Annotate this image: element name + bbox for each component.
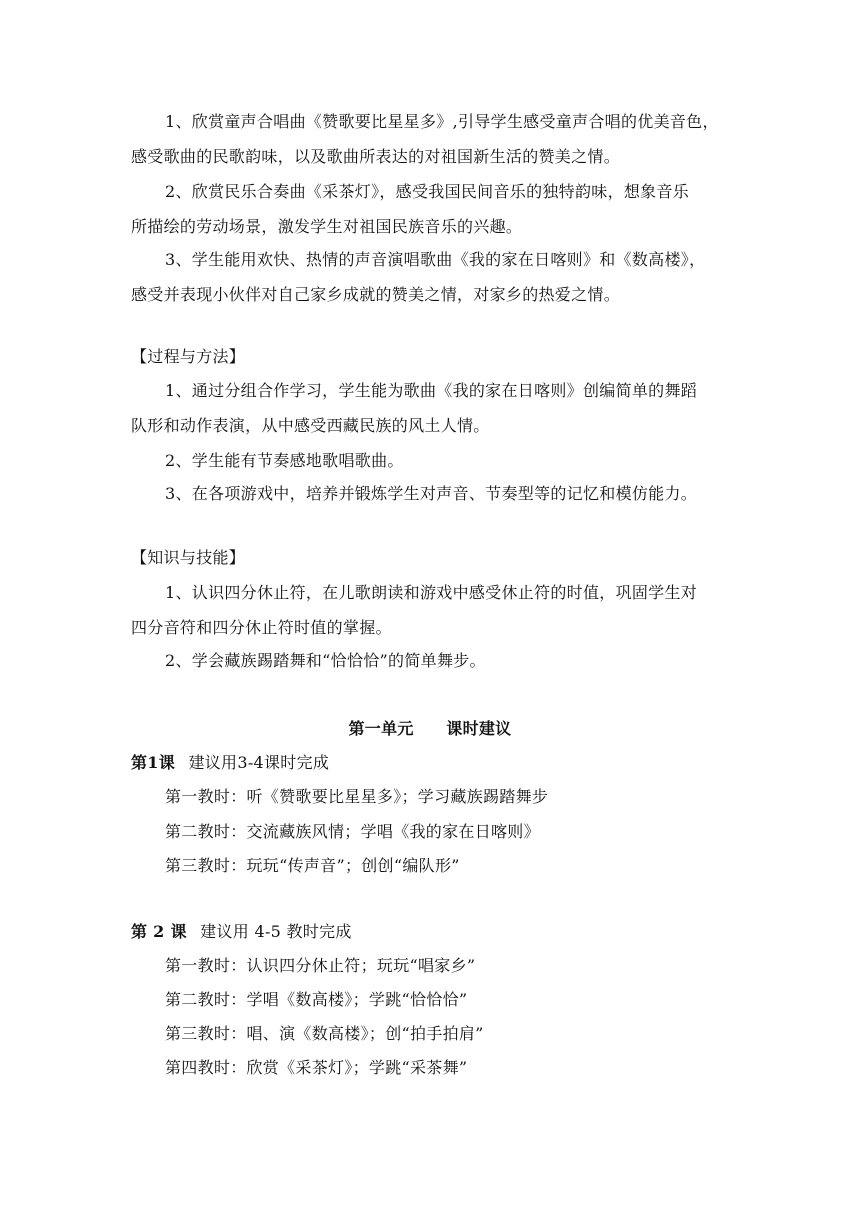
lesson-2-note: 建议用 4-5 教时完成: [200, 922, 352, 941]
paragraph-line: 感受并表现小伙伴对自己家乡成就的赞美之情，对家乡的热爱之情。: [131, 285, 621, 304]
lesson-2-item: 第四教时：欣赏《采茶灯》；学跳“采茶舞”: [165, 1058, 468, 1077]
paragraph-line: 1、认识四分休止符，在儿歌朗读和游戏中感受休止符的时值，巩固学生对: [165, 583, 698, 602]
paragraph-line: 2、欣赏民乐合奏曲《采茶灯》，感受我国民间音乐的独特韵味，想象音乐: [165, 182, 690, 201]
lesson-1-header: [131, 753, 329, 773]
lesson-1-item: 第一教时：听《赞歌要比星星多》；学习藏族踢踏舞步: [165, 787, 549, 806]
lesson-2-item: 第二教时：学唱《数高楼》；学跳“恰恰恰”: [165, 990, 468, 1009]
lesson-2-item: 第三教时：唱、演《数高楼》；创“拍手拍肩”: [165, 1024, 484, 1043]
paragraph-line: 感受歌曲的民歌韵味，以及歌曲所表达的对祖国新生活的赞美之情。: [131, 147, 621, 166]
paragraph-line: 四分音符和四分休止符时值的掌握。: [131, 618, 392, 637]
section-heading-knowledge: 【知识与技能】: [131, 548, 246, 567]
lesson-1-item: 第三教时：玩玩“传声音”；创创“编队形”: [165, 856, 460, 875]
section-heading-process: 【过程与方法】: [131, 347, 246, 366]
schedule-title: 第一单元 课时建议: [348, 719, 512, 738]
paragraph-line: 队形和动作表演，从中感受西藏民族的风土人情。: [131, 416, 490, 435]
lesson-1-label: 第1课: [131, 753, 176, 772]
lesson-2-header: [131, 922, 352, 942]
lesson-1-note: 建议用3-4课时完成: [188, 753, 330, 772]
paragraph-line: 所描绘的劳动场景，激发学生对祖国民族音乐的兴趣。: [131, 217, 523, 236]
lesson-2-item: 第一教时：认识四分休止符；玩玩“唱家乡”: [165, 956, 476, 975]
paragraph-line: 1、欣赏童声合唱曲《赞歌要比星星多》,引导学生感受童声合唱的优美音色，: [165, 112, 719, 131]
paragraph-line: 2、学生能有节奏感地歌唱歌曲。: [165, 451, 404, 470]
paragraph-line: 3、在各项游戏中，培养并锻炼学生对声音、节奏型等的记忆和模仿能力。: [165, 484, 698, 503]
paragraph-line: 1、通过分组合作学习，学生能为歌曲《我的家在日喀则》创编简单的舞蹈: [165, 381, 698, 400]
lesson-2-label: 第 2 课: [131, 922, 187, 941]
paragraph-line: 3、学生能用欢快、热情的声音演唱歌曲《我的家在日喀则》和《数高楼》，: [165, 250, 706, 269]
paragraph-line: 2、学会藏族踢踏舞和“恰恰恰”的简单舞步。: [165, 651, 486, 670]
lesson-1-item: 第二教时：交流藏族风情；学唱《我的家在日喀则》: [165, 822, 540, 841]
